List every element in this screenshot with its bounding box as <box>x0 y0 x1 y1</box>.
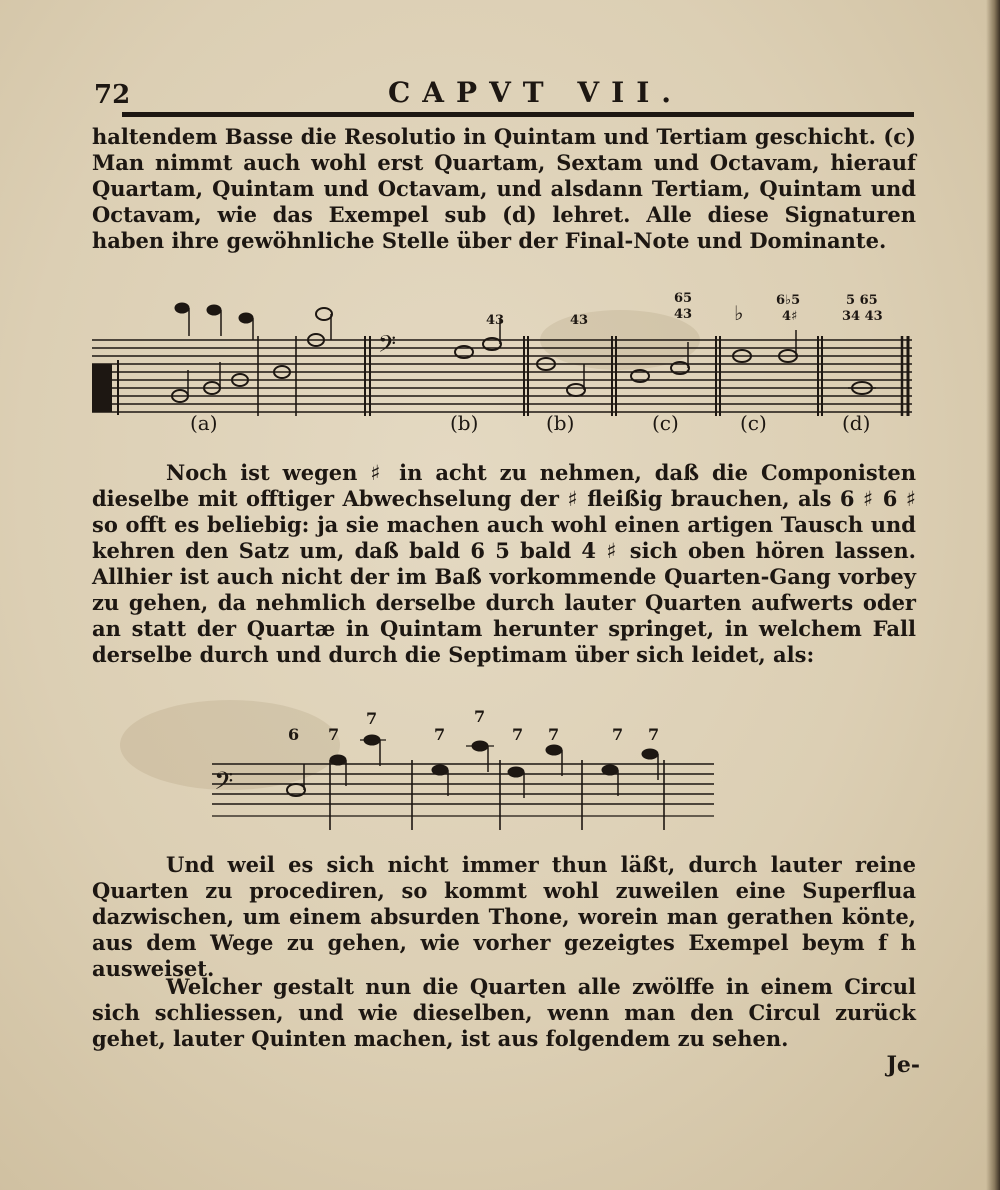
example-label-b: (b) <box>546 411 575 435</box>
svg-text:𝄢: 𝄢 <box>214 767 234 802</box>
running-title: CAPVT VII. <box>388 76 684 109</box>
figured-bass: 7 <box>512 725 524 744</box>
figured-bass: 43 <box>674 307 693 322</box>
figured-bass: 34 43 <box>842 309 883 324</box>
example-label-c: (c) <box>652 411 679 435</box>
figured-bass: 7 <box>648 725 660 744</box>
figured-bass: 6 <box>288 725 300 744</box>
figured-bass: 65 <box>674 291 693 306</box>
figured-bass: 5 65 <box>846 293 878 308</box>
figured-bass: 7 <box>434 725 446 744</box>
paragraph-4 <box>92 974 916 1052</box>
paragraph-1: haltendem Basse die Resolutio in Quintam und Tertiam geschicht. (c) Man nimmt auch wohl erst Quartam, Sextam und Octavam, hierauf Quartam, Quintam und Octavam, und alsdann Tertiam, Quintam und Octavam, wie das Exempel sub (d) lehret. Alle diese Signaturen haben ihre gewöhnliche Stelle über der Final-Note und Dominante. <box>92 124 916 253</box>
example-label-c: (c) <box>740 411 767 435</box>
figured-bass: 7 <box>548 725 560 744</box>
figured-bass: ♭ <box>734 301 744 325</box>
paragraph-4-text: Welcher gestalt nun die Quarten alle zwölffe in einem Circul sich schliessen, und wie dieselben, wenn man den Circul zurück gehet, lauter Quinten machen, ist aus folgendem zu sehen. <box>92 974 916 1051</box>
paragraph-3-text: Und weil es sich nicht immer thun läßt, durch lauter reine Quarten zu procediren, so kommt wohl zuweilen eine Superflua dazwischen, um einem absurden Thone, worein man gerathen könte, aus dem Wege zu gehen, wie vorher gezeigtes Exempel beym f h ausweiset. <box>92 852 916 981</box>
figured-bass: 7 <box>612 725 624 744</box>
figured-bass: 7 <box>328 725 340 744</box>
figured-bass: 7 <box>474 707 486 726</box>
figured-bass: 4♯ <box>782 309 798 324</box>
page-number: 72 <box>94 80 131 110</box>
example-label-d: (d) <box>842 411 871 435</box>
figured-bass: 43 <box>570 313 589 328</box>
svg-text:𝄢: 𝄢 <box>378 330 397 363</box>
example-label-b: (b) <box>450 411 479 435</box>
example-label-a: (a) <box>190 411 218 435</box>
figured-bass: 6♭5 <box>776 293 801 308</box>
music-example-2 <box>212 735 714 830</box>
catchword: Je- <box>886 1052 920 1078</box>
figured-bass: 7 <box>366 709 378 728</box>
figured-bass: 43 <box>486 313 505 328</box>
paragraph-2 <box>92 460 916 668</box>
paragraph-2-text: Noch ist wegen ♯ in acht zu nehmen, daß die Componisten dieselbe mit offtiger Abwechselung der ♯ fleißig brauchen, als 6 ♯ 6 ♯ so offt es beliebig: ja sie machen auch wohl einen artigen Tausch und kehren den Satz um, daß bald 6 5 bald 4 ♯ sich oben hören lassen. Allhier ist auch nicht der im Baß vorkommende Quarten-Gang vorbey zu gehen, da nehmlich derselbe durch lauter Quarten aufwerts oder an statt der Quartæ in Quintam herunter springet, in welchem Fall derselbe durch und durch die Septimam über sich leidet, als: <box>92 460 916 667</box>
paragraph-3 <box>92 852 916 982</box>
